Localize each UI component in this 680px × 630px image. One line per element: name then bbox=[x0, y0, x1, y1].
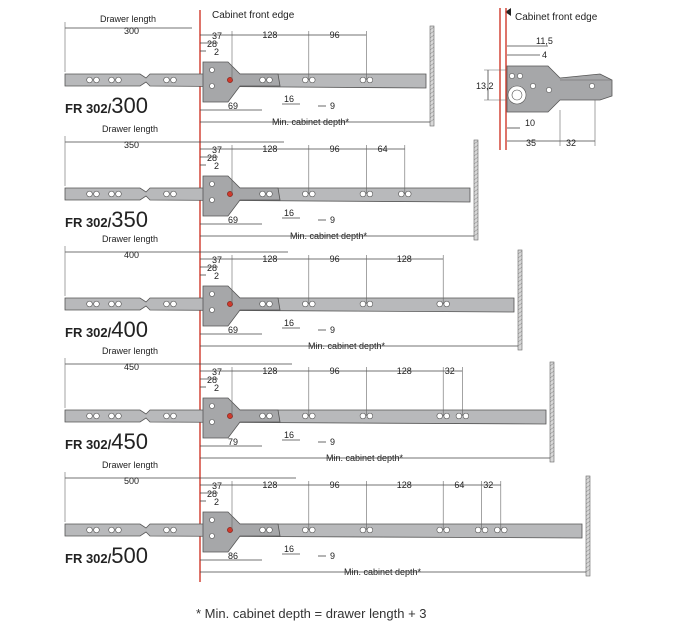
detail-dim-35: 35 bbox=[526, 138, 537, 148]
hole-spacing-value: 64 bbox=[377, 144, 388, 154]
bracket-hole bbox=[210, 68, 215, 73]
min-cabinet-depth-label: Min. cabinet depth* bbox=[290, 231, 368, 241]
rail-hole bbox=[437, 301, 443, 307]
rail-hole bbox=[171, 191, 177, 197]
drawer-length-label: Drawer length bbox=[102, 234, 159, 244]
dim-2: 2 bbox=[214, 161, 220, 171]
detail-dim-11-5: 11,5 bbox=[536, 36, 553, 46]
rail-hole bbox=[367, 527, 373, 533]
dim-2: 2 bbox=[214, 497, 220, 507]
hole-spacing-value: 128 bbox=[262, 480, 278, 490]
drawer-length-label: Drawer length bbox=[102, 346, 159, 356]
rail-hole bbox=[267, 301, 273, 307]
hole-spacing-value: 128 bbox=[396, 480, 412, 490]
model-prefix: FR 302/ bbox=[65, 551, 112, 566]
min-cabinet-depth-label: Min. cabinet depth* bbox=[326, 453, 404, 463]
rail-hole bbox=[367, 301, 373, 307]
drawer-length-value: 300 bbox=[124, 26, 140, 36]
dim-9: 9 bbox=[330, 325, 336, 335]
dim-9: 9 bbox=[330, 215, 336, 225]
rail-hole bbox=[94, 413, 100, 419]
bracket-hole bbox=[210, 308, 215, 313]
bracket-hole bbox=[210, 420, 215, 425]
rail-hole bbox=[109, 413, 115, 419]
min-cabinet-depth-label: Min. cabinet depth* bbox=[272, 117, 350, 127]
rail-hole bbox=[171, 77, 177, 83]
dim-2: 2 bbox=[214, 271, 220, 281]
bracket-hole bbox=[210, 518, 215, 523]
cabinet-wall bbox=[550, 362, 554, 462]
rail-hole bbox=[475, 527, 481, 533]
rail-hole bbox=[367, 413, 373, 419]
drawer-length-value: 450 bbox=[124, 362, 140, 372]
cabinet-wall bbox=[430, 26, 434, 126]
cabinet-wall bbox=[474, 140, 478, 240]
rail-hole bbox=[444, 527, 450, 533]
rail-hole bbox=[367, 77, 373, 83]
drawer-length-header-label: Drawer length bbox=[100, 14, 157, 24]
bracket-hole bbox=[210, 182, 215, 187]
rail-hole bbox=[437, 527, 443, 533]
rail-hole bbox=[260, 301, 266, 307]
model-size: 450 bbox=[111, 429, 148, 454]
model-label bbox=[65, 317, 148, 342]
hole-spacing-value: 96 bbox=[329, 366, 340, 376]
rail-hole bbox=[164, 191, 170, 197]
rail-hole bbox=[164, 413, 170, 419]
hole-spacing-value: 128 bbox=[262, 144, 278, 154]
detail-dim-4: 4 bbox=[542, 50, 548, 60]
front-offset-value: 69 bbox=[228, 325, 239, 335]
front-offset-value: 79 bbox=[228, 437, 239, 447]
bracket-hole bbox=[210, 404, 215, 409]
rail-hole bbox=[360, 77, 366, 83]
dim-16: 16 bbox=[284, 430, 295, 440]
rail-hole bbox=[116, 301, 122, 307]
model-size: 350 bbox=[111, 207, 148, 232]
hole-spacing-value: 128 bbox=[262, 254, 278, 264]
rail-hole bbox=[303, 301, 309, 307]
slide-row-400 bbox=[65, 234, 522, 351]
detail-dim-32: 32 bbox=[566, 138, 577, 148]
rail-hole bbox=[495, 527, 501, 533]
rail-hole bbox=[87, 413, 93, 419]
dim-16: 16 bbox=[284, 544, 295, 554]
min-cabinet-depth-label: Min. cabinet depth* bbox=[308, 341, 386, 351]
hole-spacing-value: 96 bbox=[329, 30, 340, 40]
rail-hole bbox=[260, 527, 266, 533]
rail-hole bbox=[456, 413, 462, 419]
dim-28: 28 bbox=[207, 39, 218, 49]
dim-2: 2 bbox=[214, 383, 220, 393]
hole-spacing-value: 128 bbox=[262, 366, 278, 376]
dim-37: 37 bbox=[212, 31, 223, 41]
dim-28: 28 bbox=[207, 489, 218, 499]
bracket-hole bbox=[210, 534, 215, 539]
rail-hole bbox=[463, 413, 469, 419]
rail-hole bbox=[399, 191, 405, 197]
rail-hole bbox=[502, 527, 508, 533]
detail-view bbox=[476, 8, 612, 150]
rail-hole bbox=[109, 301, 115, 307]
hole-spacing-value: 64 bbox=[454, 480, 465, 490]
rail-hole bbox=[310, 191, 316, 197]
dim-9: 9 bbox=[330, 437, 336, 447]
cabinet-wall bbox=[518, 250, 522, 350]
hole-spacing-value: 96 bbox=[329, 254, 340, 264]
rail-hole bbox=[164, 77, 170, 83]
rail-hole bbox=[310, 301, 316, 307]
dim-28: 28 bbox=[207, 375, 218, 385]
dim-16: 16 bbox=[284, 318, 295, 328]
bracket-hole bbox=[210, 84, 215, 89]
rail-hole bbox=[164, 301, 170, 307]
rail-hole bbox=[482, 527, 488, 533]
dim-9: 9 bbox=[330, 551, 336, 561]
model-label bbox=[65, 429, 148, 454]
rail-hole bbox=[367, 191, 373, 197]
cabinet-wall bbox=[586, 476, 590, 576]
footnote: * Min. cabinet depth = drawer length + 3 bbox=[196, 606, 427, 621]
rail-hole bbox=[94, 77, 100, 83]
detail-dim-13-2: 13,2 bbox=[476, 81, 494, 91]
rail-hole bbox=[260, 191, 266, 197]
rail-hole bbox=[303, 527, 309, 533]
model-size: 500 bbox=[111, 543, 148, 568]
rail-hole bbox=[87, 191, 93, 197]
rail-hole bbox=[310, 413, 316, 419]
detail-dim-10: 10 bbox=[525, 118, 536, 128]
model-size: 300 bbox=[111, 93, 148, 118]
rail-hole bbox=[360, 301, 366, 307]
hole-spacing-value: 32 bbox=[483, 480, 494, 490]
rail-hole bbox=[87, 77, 93, 83]
dim-28: 28 bbox=[207, 263, 218, 273]
cabinet-front-edge-label: Cabinet front edge bbox=[212, 10, 295, 21]
rail-hole bbox=[109, 527, 115, 533]
rail-hole bbox=[360, 191, 366, 197]
rail-hole bbox=[94, 527, 100, 533]
rail-hole bbox=[171, 527, 177, 533]
model-prefix: FR 302/ bbox=[65, 437, 112, 452]
min-cabinet-depth-label: Min. cabinet depth* bbox=[344, 567, 422, 577]
drawer-length-value: 500 bbox=[124, 476, 140, 486]
dim-16: 16 bbox=[284, 94, 295, 104]
dim-37: 37 bbox=[212, 367, 223, 377]
dim-9: 9 bbox=[330, 101, 336, 111]
rail-hole bbox=[303, 77, 309, 83]
slide-row-350 bbox=[65, 124, 478, 241]
bracket-hole bbox=[210, 198, 215, 203]
front-offset-value: 69 bbox=[228, 101, 239, 111]
rail-hole bbox=[260, 77, 266, 83]
rail-hole bbox=[267, 191, 273, 197]
rail-hole bbox=[109, 191, 115, 197]
rail-hole bbox=[171, 413, 177, 419]
dim-37: 37 bbox=[212, 255, 223, 265]
model-prefix: FR 302/ bbox=[65, 101, 112, 116]
rail-hole bbox=[444, 301, 450, 307]
rail-hole bbox=[310, 527, 316, 533]
dim-28: 28 bbox=[207, 153, 218, 163]
hole-spacing-value: 128 bbox=[396, 254, 412, 264]
detail-cabinet-front-edge-label: Cabinet front edge bbox=[515, 12, 598, 23]
hole-spacing-value: 128 bbox=[262, 30, 278, 40]
dim-37: 37 bbox=[212, 481, 223, 491]
hole-spacing-value: 128 bbox=[396, 366, 412, 376]
model-label bbox=[65, 93, 148, 118]
rail-hole bbox=[406, 191, 412, 197]
hole-spacing-value: 96 bbox=[329, 144, 340, 154]
drawer-length-value: 350 bbox=[124, 140, 140, 150]
front-offset-value: 86 bbox=[228, 551, 239, 561]
model-size: 400 bbox=[111, 317, 148, 342]
dim-16: 16 bbox=[284, 208, 295, 218]
rail-hole bbox=[171, 301, 177, 307]
rail-hole bbox=[164, 527, 170, 533]
rail-hole bbox=[260, 413, 266, 419]
rail-hole bbox=[87, 527, 93, 533]
rail-hole bbox=[267, 77, 273, 83]
rail-hole bbox=[94, 301, 100, 307]
bracket-hole bbox=[210, 292, 215, 297]
model-label bbox=[65, 543, 148, 568]
hole-spacing-value: 96 bbox=[329, 480, 340, 490]
rail-hole bbox=[303, 191, 309, 197]
drawer-length-value: 400 bbox=[124, 250, 140, 260]
slide-row-300 bbox=[65, 22, 434, 127]
front-offset-value: 69 bbox=[228, 215, 239, 225]
hole-spacing-value: 32 bbox=[444, 366, 455, 376]
rail-hole bbox=[87, 301, 93, 307]
model-prefix: FR 302/ bbox=[65, 325, 112, 340]
rail-hole bbox=[303, 413, 309, 419]
rail-hole bbox=[116, 527, 122, 533]
rail-hole bbox=[116, 191, 122, 197]
slide-row-500 bbox=[65, 460, 590, 577]
rail-hole bbox=[360, 413, 366, 419]
rail-hole bbox=[310, 77, 316, 83]
drawer-length-label: Drawer length bbox=[102, 460, 159, 470]
model-label bbox=[65, 207, 148, 232]
drawer-length-label: Drawer length bbox=[102, 124, 159, 134]
rail-hole bbox=[109, 77, 115, 83]
rail-hole bbox=[94, 191, 100, 197]
dim-2: 2 bbox=[214, 47, 220, 57]
rail-hole bbox=[116, 77, 122, 83]
rail-hole bbox=[437, 413, 443, 419]
slide-row-450 bbox=[65, 346, 554, 463]
model-prefix: FR 302/ bbox=[65, 215, 112, 230]
rail-hole bbox=[267, 527, 273, 533]
rail-hole bbox=[267, 413, 273, 419]
rail-hole bbox=[444, 413, 450, 419]
dim-37: 37 bbox=[212, 145, 223, 155]
rail-hole bbox=[116, 413, 122, 419]
rail-hole bbox=[360, 527, 366, 533]
